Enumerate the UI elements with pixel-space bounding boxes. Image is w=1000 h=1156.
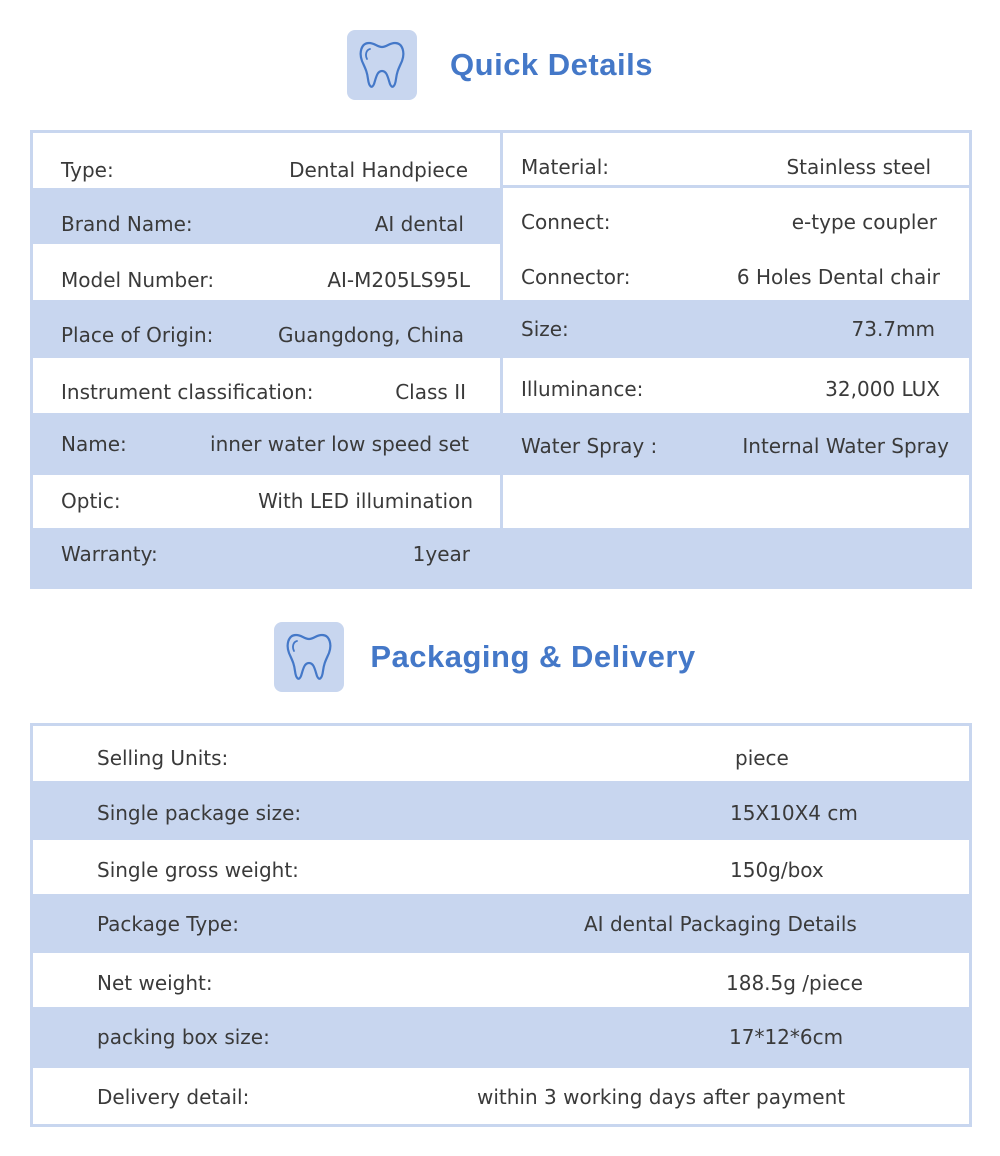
table-row bbox=[33, 1068, 969, 1124]
packaging-title: Packaging & Delivery bbox=[370, 638, 696, 674]
row-label: Warranty: bbox=[61, 542, 158, 566]
table-row bbox=[503, 358, 969, 413]
row-value: Class II bbox=[395, 380, 466, 404]
quick-details-right-column bbox=[503, 133, 969, 586]
table-row bbox=[33, 300, 500, 358]
row-value: 1year bbox=[412, 542, 470, 566]
row-label: Net weight: bbox=[97, 971, 213, 995]
row-value: 15X10X4 cm bbox=[730, 801, 858, 825]
row-label: Connect: bbox=[521, 210, 611, 234]
packaging-header bbox=[0, 621, 1000, 692]
tooth-icon bbox=[347, 30, 417, 100]
row-value: AI-M205LS95L bbox=[327, 268, 470, 292]
row-label: Connector: bbox=[521, 265, 631, 289]
row-value: 188.5g /piece bbox=[726, 971, 863, 995]
table-row bbox=[33, 475, 500, 528]
table-row-empty bbox=[503, 475, 969, 528]
row-label: Water Spray : bbox=[521, 434, 658, 458]
row-label: Place of Origin: bbox=[61, 323, 214, 347]
row-label: Package Type: bbox=[97, 912, 239, 936]
row-value: 73.7mm bbox=[851, 317, 935, 341]
table-row bbox=[33, 726, 969, 781]
table-row bbox=[33, 953, 969, 1007]
table-row bbox=[503, 247, 969, 300]
row-label: packing box size: bbox=[97, 1025, 270, 1049]
table-row bbox=[33, 188, 500, 244]
quick-details-title: Quick Details bbox=[450, 46, 653, 82]
table-row bbox=[33, 358, 500, 413]
row-value: Dental Handpiece bbox=[289, 158, 468, 182]
table-row bbox=[503, 413, 969, 475]
row-value: AI dental Packaging Details bbox=[584, 912, 857, 936]
table-row bbox=[503, 133, 969, 185]
row-label: Name: bbox=[61, 432, 127, 456]
table-row bbox=[33, 1007, 969, 1068]
table-row bbox=[33, 894, 969, 953]
row-label: Optic: bbox=[61, 489, 121, 513]
table-row bbox=[503, 300, 969, 358]
table-row bbox=[33, 781, 969, 840]
table-row bbox=[33, 133, 500, 188]
row-value: Internal Water Spray bbox=[742, 434, 949, 458]
row-value: AI dental bbox=[374, 212, 464, 236]
row-value: 32,000 LUX bbox=[825, 377, 940, 401]
row-value: Stainless steel bbox=[786, 155, 931, 179]
row-value: inner water low speed set bbox=[210, 432, 469, 456]
row-value: 6 Holes Dental chair bbox=[736, 265, 940, 289]
row-label: Selling Units: bbox=[97, 746, 229, 770]
row-label: Model Number: bbox=[61, 268, 215, 292]
table-row bbox=[33, 244, 500, 300]
row-value: e-type coupler bbox=[791, 210, 937, 234]
row-label: Size: bbox=[521, 317, 569, 341]
table-row bbox=[33, 413, 500, 475]
row-label: Single package size: bbox=[97, 801, 302, 825]
row-label: Type: bbox=[61, 158, 114, 182]
table-row bbox=[503, 188, 969, 247]
table-row bbox=[33, 840, 969, 894]
row-value: 150g/box bbox=[730, 858, 824, 882]
row-label: Brand Name: bbox=[61, 212, 193, 236]
row-value: With LED illumination bbox=[258, 489, 473, 513]
row-label: Illuminance: bbox=[521, 377, 644, 401]
quick-details-table bbox=[30, 130, 972, 589]
row-label: Single gross weight: bbox=[97, 858, 299, 882]
row-label: Delivery detail: bbox=[97, 1085, 250, 1109]
packaging-table bbox=[30, 723, 972, 1127]
row-label: Material: bbox=[521, 155, 609, 179]
row-value: within 3 working days after payment bbox=[477, 1085, 846, 1109]
table-row bbox=[33, 528, 500, 586]
quick-details-left-column bbox=[33, 133, 500, 586]
row-value: 17*12*6cm bbox=[729, 1025, 844, 1049]
row-value: piece bbox=[735, 746, 789, 770]
quick-details-header bbox=[0, 29, 1000, 100]
tooth-icon bbox=[274, 622, 344, 692]
table-row-empty bbox=[503, 528, 969, 586]
row-label: Instrument classification: bbox=[61, 380, 314, 404]
row-value: Guangdong, China bbox=[278, 323, 464, 347]
